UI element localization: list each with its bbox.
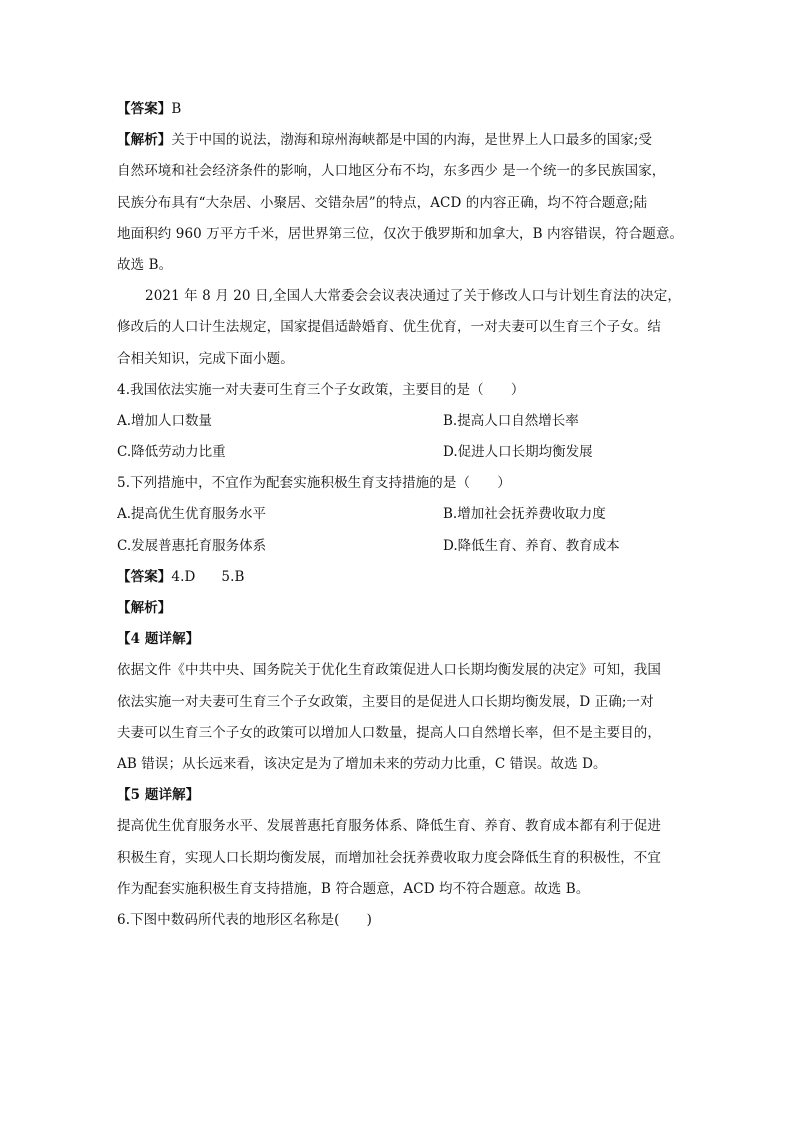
detail-5-line-1: 提高优生优育服务水平、发展普惠托育服务体系、降低生育、养育、教育成本都有利于促进 bbox=[117, 818, 661, 835]
analysis-line-3: 民族分布具有“大杂居、小聚居、交错杂居”的特点，ACD 的内容正确，均不符合题意;陆 bbox=[117, 194, 648, 211]
answer-label: 【答案】 bbox=[117, 101, 172, 117]
detail-5-line-2: 积极生育，实现人口长期均衡发展，而增加社会抚养费收取力度会降低生育的积极性，不宜 bbox=[117, 849, 661, 866]
answer-5: 5.B bbox=[221, 568, 245, 585]
analysis-line-1 bbox=[117, 125, 687, 156]
question-6-stem: 6.下图中数码所代表的地形区名称是( ) bbox=[117, 911, 373, 928]
question-4-options-row-1 bbox=[117, 406, 687, 437]
question-4-option-a: A.增加人口数量 bbox=[117, 412, 213, 429]
material-line-3: 合相关知识，完成下面小题。 bbox=[117, 350, 294, 367]
analysis-line-2: 自然环境和社会经济条件的影响，人口地区分布不均，东多西少 是一个统一的多民族国家， bbox=[117, 163, 666, 180]
question-4-option-c: C.降低劳动力比重 bbox=[117, 444, 226, 461]
answer-value: B bbox=[171, 101, 182, 117]
detail-5-line-3: 作为配套实施积极生育支持措施，B 符合题意，ACD 均不符合题意。故选 B。 bbox=[117, 880, 590, 897]
detail-4-line-4: AB 错误；从长远来看，该决定是为了增加未来的劳动力比重，C 错误。故选 D。 bbox=[117, 755, 607, 772]
question-4-option-b: B.提高人口自然增长率 bbox=[443, 412, 579, 429]
analysis-label-2: 【解析】 bbox=[117, 600, 172, 616]
analysis-label: 【解析】 bbox=[117, 132, 172, 149]
question-5-option-b: B.增加社会抚养费收取力度 bbox=[443, 506, 606, 523]
analysis-line-5: 故选 B。 bbox=[117, 256, 173, 273]
detail-4-line-2: 依法实施一对夫妻可生育三个子女政策，主要目的是促进人口长期均衡发展，D 正确;一对 bbox=[117, 693, 654, 710]
question-4-options-row-2 bbox=[117, 437, 687, 468]
question-5-option-a: A.提高优生优育服务水平 bbox=[117, 506, 267, 523]
analysis-line-4: 地面积约 960 万平方千米，居世界第三位，仅次于俄罗斯和加拿大，B 内容错误，符合题意。 bbox=[117, 225, 684, 242]
material-line-2: 修改后的人口计生法规定，国家提倡适龄婚育、优生优育，一对夫妻可以生育三个子女。结 bbox=[117, 319, 661, 336]
question-4-option-d: D.促进人口长期均衡发展 bbox=[443, 444, 593, 461]
document-page bbox=[117, 94, 687, 936]
answer-label-2: 【答案】 bbox=[117, 568, 172, 585]
question-5-option-c: C.发展普惠托育服务体系 bbox=[117, 537, 267, 554]
detail-4-line-3: 夫妻可以生育三个子女的政策可以增加人口数量，提高人口自然增长率，但不是主要目的， bbox=[117, 724, 661, 741]
material-line-1: 2021 年 8 月 20 日,全国人大常委会会议表决通过了关于修改人口与计划生育法的决定， bbox=[145, 288, 681, 305]
question-5-option-d: D.降低生育、养育、教育成本 bbox=[443, 537, 620, 554]
detail-4-line-1: 依据文件《中共中央、国务院关于优化生育政策促进人口长期均衡发展的决定》可知，我国 bbox=[117, 662, 661, 679]
question-4-stem: 4.我国依法实施一对夫妻可生育三个子女政策，主要目的是（ ） bbox=[117, 381, 525, 398]
question-5-options-row-2 bbox=[117, 531, 687, 562]
answer-line-2 bbox=[117, 562, 687, 593]
analysis-text: 关于中国的说法，渤海和琼州海峡都是中国的内海，是世界上人口最多的国家;受 bbox=[171, 132, 653, 149]
question-5-stem: 5.下列措施中，不宜作为配套实施积极生育支持措施的是（ ） bbox=[117, 475, 511, 492]
detail-5-label: 【5 题详解】 bbox=[117, 787, 200, 804]
answer-line-1 bbox=[117, 94, 687, 125]
detail-4-label: 【4 题详解】 bbox=[117, 631, 200, 648]
answer-4: 4.D bbox=[171, 568, 196, 585]
question-5-options-row-1 bbox=[117, 499, 687, 530]
